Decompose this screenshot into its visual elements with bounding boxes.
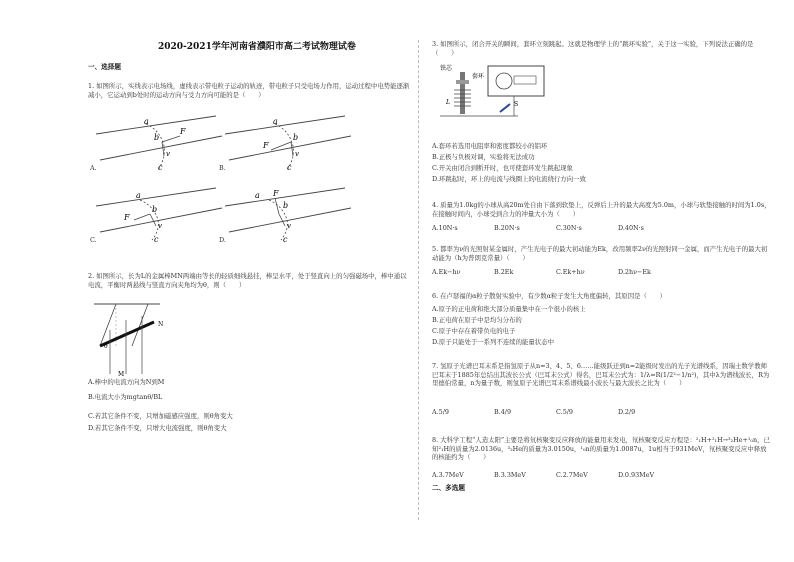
label-a: a xyxy=(144,117,149,126)
q6-option-b[interactable]: B.正电荷在原子中是均匀分布的 xyxy=(432,316,522,324)
terminal-block xyxy=(514,76,536,84)
q5-option-d[interactable]: D.2hν−Ek xyxy=(618,268,651,276)
q2-option-c[interactable]: C.若其它条件不变，只增加磁感应强度，则θ角变大 xyxy=(88,412,233,420)
question-1-figure-c xyxy=(94,186,224,246)
q6-option-a[interactable]: A.原子的正电荷和绝大部分质量集中在一个很小的核上 xyxy=(432,305,586,313)
right-column xyxy=(432,0,777,562)
question-4-text: 4. 质量为1.0kg的小球从高20m处自由下落到软垫上，反弹后上升的最大高度为5.0m，小球与软垫接触的时间为1.0s，在接触时间内，小球受到合力的冲量大小为（ ） xyxy=(432,201,771,218)
q7-option-d[interactable]: D.2/9 xyxy=(618,408,636,416)
label-c: c xyxy=(287,163,292,172)
label-L: L xyxy=(446,99,450,106)
label-F: F xyxy=(124,213,130,222)
meter-dial xyxy=(496,73,512,89)
label-v: v xyxy=(287,222,291,230)
label-F: F xyxy=(273,189,279,198)
label-b: b xyxy=(152,205,158,214)
question-1-figure-a xyxy=(94,112,224,172)
velocity-arrow xyxy=(150,214,156,226)
q3-option-b[interactable]: B.正极与负极对调，实验将无法成功 xyxy=(432,153,535,161)
q4-option-c[interactable]: C.30N·s xyxy=(556,224,582,232)
label-iron-core: 铁芯 xyxy=(440,65,453,72)
label-a: a xyxy=(255,191,260,200)
question-3-figure xyxy=(438,60,558,140)
label-v: v xyxy=(295,150,299,158)
label-a: a xyxy=(273,117,278,126)
q1-option-c[interactable]: C. xyxy=(90,236,97,244)
question-8-text: 8. 大科学工程“人造太阳”主要是将氘核聚变反应释放的能量用来发电，氘核聚变反应方程是：²₁H+²₁H→³₂He+¹₀n，已知²₁H的质量为2.0136u，³₂He的质量为3.0150u，¹₀n的质量为1.0087u，1u相当于931MeV，氘核聚变反应中释放的核能约为（ ） xyxy=(432,436,770,462)
question-5-text: 5. 都率为ν的光照射某金属时，产生光电子的最大初动能为Ek，改用频率2ν的光照射同一金属，而产生光电子的最大初动能为（h为普朗克常量）（ ） xyxy=(432,245,768,262)
velocity-arrow xyxy=(279,214,285,226)
field-line xyxy=(229,136,351,160)
question-1-text: 1. 如图所示，实线表示电场线，虚线表示带电粒子运动的轨迹，带电粒子只受电场力作用，运动过程中电势能逐渐减小，它运动到b处时的运动方向与受力方向可能的是（ ） xyxy=(88,82,410,99)
label-b: b xyxy=(293,133,299,142)
q7-option-a[interactable]: A.5/9 xyxy=(432,408,449,416)
question-7-text: 7. 氢原子光谱巴耳末系是指氢原子从n=3、4、5、6……能级跃迁到n=2能级时发出的光子光谱线系，因瑞士数学教师巴耳末于1885年总结出其波长公式（巴耳末公式）得名，巴耳末公式为：1/λ=R(1/2²−1/n²)，其中λ为谱线波长，R为里德伯常量，n为量子数，则氢原子光谱巴耳末系谱线最小波长与最大波长之比为（ ） xyxy=(432,362,770,388)
label-a: a xyxy=(136,191,141,200)
label-v: v xyxy=(158,222,162,230)
section-heading-choice: 一、选择题 xyxy=(88,63,121,71)
q4-option-a[interactable]: A.10N·s xyxy=(432,224,458,232)
q4-option-b[interactable]: B.20N·s xyxy=(494,224,520,232)
q3-option-a[interactable]: A.套环若选用电阻率和密度都较小的铝环 xyxy=(432,142,548,150)
field-line xyxy=(100,136,222,160)
question-3-text: 3. 如图所示，闭合开关的瞬间，套环立刻跳起。这就是物理学上的“跳环实验”，关于这一实验，下列说法正确的是（ ） xyxy=(432,40,754,57)
q8-option-c[interactable]: C.2.7MeV xyxy=(556,471,588,479)
question-2-text: 2. 如图所示，长为L的金属棒MN两端由等长的轻质细线悬挂，棒呈水平，处于竖直向上的匀强磁场中，棒中通以电流，平衡时两悬线与竖直方向夹角均为θ，则（ ） xyxy=(88,272,407,289)
q6-option-d[interactable]: D.原子只能处于一系列不连续的能量状态中 xyxy=(432,338,554,346)
q5-option-c[interactable]: C.Ek+hν xyxy=(556,268,585,276)
q1-option-a[interactable]: A. xyxy=(90,164,97,172)
question-1-figure-b xyxy=(223,112,353,172)
label-F: F xyxy=(180,127,186,136)
column-divider xyxy=(418,40,419,520)
page-title: 2020-2021学年河南省濮阳市高二考试物理试卷 xyxy=(158,42,356,52)
label-v: v xyxy=(166,150,170,158)
iron-core xyxy=(460,72,465,114)
label-c: c xyxy=(158,163,163,172)
field-line xyxy=(96,188,216,206)
force-arrow xyxy=(162,136,180,142)
label-S: S xyxy=(514,101,519,108)
q7-option-b[interactable]: B.4/9 xyxy=(494,408,512,416)
switch xyxy=(500,104,510,112)
section-heading-multi: 二、多选题 xyxy=(432,484,465,492)
velocity-arrow xyxy=(291,142,293,156)
q3-option-d[interactable]: D.环跳起时，环上的电流与线圈上的电流绕行方向一致 xyxy=(432,175,586,183)
q3-option-c[interactable]: C.开关由闭合到断开时，也可使套环发生跳起现象 xyxy=(432,164,573,172)
label-c: c xyxy=(283,235,288,244)
label-b: b xyxy=(154,133,160,142)
force-arrow xyxy=(275,198,279,214)
left-column xyxy=(88,0,408,562)
label-c: c xyxy=(154,235,159,244)
q2-option-b[interactable]: B.电流大小为mgtanθ/BL xyxy=(88,393,163,401)
label-N: N xyxy=(158,321,164,328)
label-M: M xyxy=(118,371,125,378)
q2-option-d[interactable]: D.若其它条件不变，只增大电流强度，则θ角变大 xyxy=(88,424,227,432)
q1-option-b[interactable]: B. xyxy=(219,164,226,172)
metal-ring xyxy=(456,80,469,84)
q8-option-b[interactable]: B.3.3MeV xyxy=(494,471,526,479)
q4-option-d[interactable]: D.40N·s xyxy=(618,224,644,232)
force-arrow xyxy=(134,214,150,220)
question-2-figure xyxy=(90,300,180,378)
label-theta: θ xyxy=(104,343,108,350)
q8-option-d[interactable]: D.0.93MeV xyxy=(618,471,655,479)
q5-option-a[interactable]: A.Ek−hν xyxy=(432,268,461,276)
label-F: F xyxy=(263,141,269,150)
label-ring: 套环 xyxy=(472,73,485,80)
label-b: b xyxy=(283,201,289,210)
question-6-text: 6. 在卢瑟福的α粒子散射实验中，有少数α粒子发生大角度偏转，其原因是（ ） xyxy=(432,292,667,300)
q2-option-a[interactable]: A.棒中的电流方向为N到M xyxy=(88,378,165,386)
q8-option-a[interactable]: A.3.7MeV xyxy=(432,471,464,479)
question-1-figure-d xyxy=(223,186,353,246)
q7-option-c[interactable]: C.5/9 xyxy=(556,408,573,416)
q5-option-b[interactable]: B.2Ek xyxy=(494,268,514,276)
q6-option-c[interactable]: C.原子中存在着带负电的电子 xyxy=(432,327,516,335)
q1-option-d[interactable]: D. xyxy=(219,236,226,244)
velocity-arrow xyxy=(162,142,164,156)
